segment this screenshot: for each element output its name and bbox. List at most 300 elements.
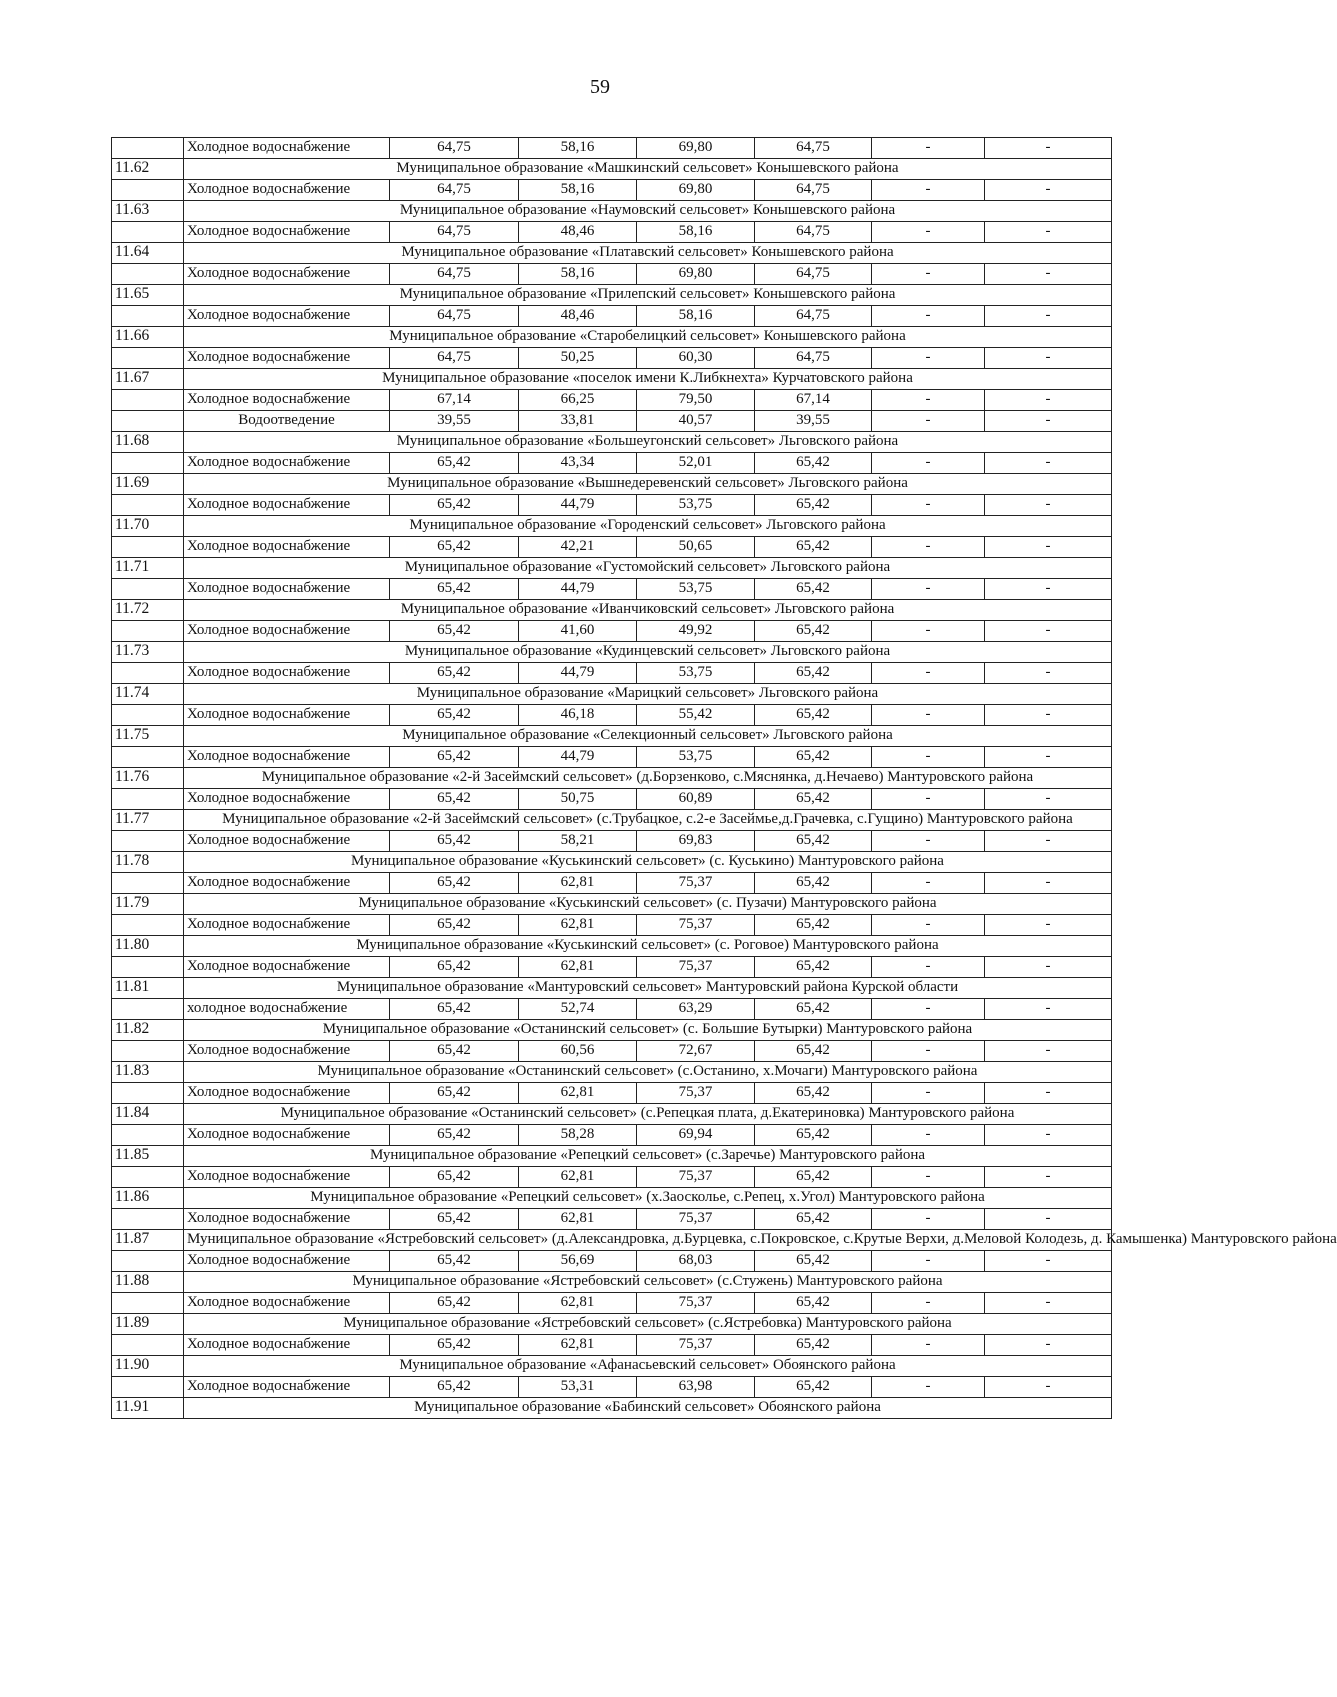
tariff-value: 65,42 [390,1293,519,1314]
tariff-value: 64,75 [390,306,519,327]
section-header-row [112,1146,1112,1167]
tariff-table [111,137,1337,1419]
empty-number-cell [112,705,184,726]
section-header-row [112,936,1112,957]
section-header-row [112,1356,1112,1377]
tariff-value: - [872,1335,985,1356]
table-row [112,453,1112,474]
tariff-value: - [872,1209,985,1230]
tariff-value: - [872,495,985,516]
tariff-value: 75,37 [637,873,755,894]
section-title: Муниципальное образование «Мантуровский сельсовет» Мантуровский района Курской области [184,978,1112,999]
tariff-value: 64,75 [390,348,519,369]
section-header-row [112,1272,1112,1293]
table-row [112,390,1112,411]
section-number: 11.62 [112,159,184,180]
table-row [112,1125,1112,1146]
tariff-value: 39,55 [755,411,872,432]
empty-number-cell [112,1293,184,1314]
tariff-value: 65,42 [755,747,872,768]
tariff-value: 75,37 [637,1167,755,1188]
empty-number-cell [112,411,184,432]
tariff-value: 62,81 [519,1167,637,1188]
service-name: Холодное водоснабжение [184,1083,390,1104]
table-row [112,873,1112,894]
section-number: 11.71 [112,558,184,579]
tariff-value: 75,37 [637,1209,755,1230]
table-row [112,411,1112,432]
tariff-value: 33,81 [519,411,637,432]
tariff-value: 65,42 [755,999,872,1020]
service-name: Холодное водоснабжение [184,873,390,894]
tariff-value: 75,37 [637,915,755,936]
tariff-value: 69,94 [637,1125,755,1146]
section-title: Муниципальное образование «Ястребовский сельсовет» (с.Стужень) Мантуровского района [184,1272,1112,1293]
service-name: Холодное водоснабжение [184,222,390,243]
tariff-value: 48,46 [519,222,637,243]
table-row [112,747,1112,768]
section-header-row [112,810,1112,831]
tariff-value: - [872,138,985,159]
tariff-value: - [872,1083,985,1104]
tariff-value: - [872,390,985,411]
tariff-value: - [985,957,1112,978]
service-name: Холодное водоснабжение [184,1167,390,1188]
table-row [112,957,1112,978]
service-name: Холодное водоснабжение [184,138,390,159]
tariff-value: 65,42 [755,1209,872,1230]
tariff-value: 60,56 [519,1041,637,1062]
empty-number-cell [112,180,184,201]
section-title: Муниципальное образование «Вышнедеревенский сельсовет» Льговского района [184,474,1112,495]
table-row [112,663,1112,684]
tariff-value: - [985,999,1112,1020]
tariff-value: - [985,747,1112,768]
section-title: Муниципальное образование «Машкинский сельсовет» Конышевского района [184,159,1112,180]
tariff-value: 58,16 [519,264,637,285]
service-name: Холодное водоснабжение [184,1251,390,1272]
section-header-row [112,642,1112,663]
section-title: Муниципальное образование «Наумовский сельсовет» Конышевского района [184,201,1112,222]
section-title: Муниципальное образование «Куськинский сельсовет» (с. Пузачи) Мантуровского района [184,894,1112,915]
section-number: 11.66 [112,327,184,348]
tariff-value: 53,31 [519,1377,637,1398]
service-name: холодное водоснабжение [184,999,390,1020]
section-title: Муниципальное образование «Ястребовский сельсовет» (с.Ястребовка) Мантуровского района [184,1314,1112,1335]
table-row [112,1377,1112,1398]
tariff-value: 60,89 [637,789,755,810]
empty-number-cell [112,915,184,936]
tariff-value: 52,01 [637,453,755,474]
tariff-value: 65,42 [390,873,519,894]
section-header-row [112,852,1112,873]
service-name: Холодное водоснабжение [184,180,390,201]
section-header-row [112,684,1112,705]
tariff-value: 75,37 [637,1335,755,1356]
tariff-value: 53,75 [637,495,755,516]
tariff-value: - [985,453,1112,474]
section-title: Муниципальное образование «2-й Засеймский сельсовет» (д.Борзенково, с.Мяснянка, д.Нечаево) Мантуровского района [184,768,1112,789]
tariff-value: 46,18 [519,705,637,726]
tariff-value: - [985,264,1112,285]
empty-number-cell [112,999,184,1020]
tariff-value: 65,42 [390,1335,519,1356]
table-row [112,180,1112,201]
tariff-value: 65,42 [755,1293,872,1314]
table-row [112,915,1112,936]
section-number: 11.86 [112,1188,184,1209]
tariff-value: 53,75 [637,663,755,684]
empty-number-cell [112,663,184,684]
tariff-value: 62,81 [519,1083,637,1104]
service-name: Холодное водоснабжение [184,264,390,285]
tariff-value: - [985,1041,1112,1062]
section-header-row [112,159,1112,180]
empty-number-cell [112,1251,184,1272]
table-row [112,1041,1112,1062]
empty-number-cell [112,138,184,159]
tariff-value: 53,75 [637,579,755,600]
tariff-value: 41,60 [519,621,637,642]
tariff-value: 65,42 [390,1125,519,1146]
tariff-value: 44,79 [519,663,637,684]
tariff-value: 58,21 [519,831,637,852]
service-name: Холодное водоснабжение [184,1377,390,1398]
section-title: Муниципальное образование «поселок имени К.Либкнехта» Курчатовского района [184,369,1112,390]
tariff-value: - [872,789,985,810]
service-name: Холодное водоснабжение [184,915,390,936]
section-title: Муниципальное образование «Бабинский сельсовет» Обоянского района [184,1398,1112,1419]
section-title: Муниципальное образование «Куськинский сельсовет» (с. Роговое) Мантуровского района [184,936,1112,957]
empty-number-cell [112,1209,184,1230]
section-number: 11.76 [112,768,184,789]
tariff-value: 53,75 [637,747,755,768]
table-row [112,579,1112,600]
tariff-value: 65,42 [755,1167,872,1188]
tariff-value: 65,42 [390,495,519,516]
tariff-value: 64,75 [390,222,519,243]
tariff-value: 62,81 [519,873,637,894]
tariff-value: - [872,999,985,1020]
tariff-value: 65,42 [390,831,519,852]
tariff-value: 65,42 [390,1209,519,1230]
section-number: 11.77 [112,810,184,831]
tariff-value: 65,42 [755,1377,872,1398]
section-number: 11.73 [112,642,184,663]
tariff-value: - [872,705,985,726]
tariff-value: - [985,138,1112,159]
section-number: 11.63 [112,201,184,222]
section-header-row [112,768,1112,789]
tariff-value: - [872,1293,985,1314]
table-row [112,1335,1112,1356]
service-name: Холодное водоснабжение [184,1209,390,1230]
tariff-value: 60,30 [637,348,755,369]
section-number: 11.89 [112,1314,184,1335]
table-row [112,621,1112,642]
service-name: Холодное водоснабжение [184,495,390,516]
tariff-value: 65,42 [755,621,872,642]
tariff-value: - [872,873,985,894]
table-row [112,831,1112,852]
tariff-value: 62,81 [519,957,637,978]
service-name: Холодное водоснабжение [184,1293,390,1314]
table-row [112,789,1112,810]
empty-number-cell [112,579,184,600]
tariff-value: - [985,789,1112,810]
tariff-value: 67,14 [390,390,519,411]
tariff-value: - [985,1167,1112,1188]
section-title: Муниципальное образование «Старобелицкий сельсовет» Конышевского района [184,327,1112,348]
service-name: Холодное водоснабжение [184,1335,390,1356]
tariff-value: 65,42 [755,1125,872,1146]
tariff-value: - [985,1209,1112,1230]
empty-number-cell [112,264,184,285]
tariff-value: 65,42 [390,1083,519,1104]
tariff-value: 65,42 [390,747,519,768]
section-number: 11.84 [112,1104,184,1125]
tariff-value: - [872,831,985,852]
table-row [112,348,1112,369]
service-name: Холодное водоснабжение [184,621,390,642]
section-title: Муниципальное образование «Останинский сельсовет» (с.Репецкая плата, д.Екатериновка) Мантуровского района [184,1104,1112,1125]
tariff-value: 65,42 [390,663,519,684]
tariff-value: 69,80 [637,138,755,159]
tariff-value: 65,42 [755,957,872,978]
section-header-row [112,1314,1112,1335]
tariff-value: 65,42 [390,537,519,558]
tariff-value: 64,75 [755,348,872,369]
service-name: Холодное водоснабжение [184,957,390,978]
tariff-value: 42,21 [519,537,637,558]
empty-number-cell [112,1083,184,1104]
section-header-row [112,516,1112,537]
section-title: Муниципальное образование «Платавский сельсовет» Конышевского района [184,243,1112,264]
section-title: Муниципальное образование «Репецкий сельсовет» (х.Заосколье, с.Репец, х.Угол) Мантуровского района [184,1188,1112,1209]
tariff-value: - [872,579,985,600]
tariff-value: - [872,348,985,369]
service-name: Холодное водоснабжение [184,579,390,600]
section-number: 11.64 [112,243,184,264]
tariff-value: - [985,915,1112,936]
section-number: 11.69 [112,474,184,495]
section-title: Муниципальное образование «Марицкий сельсовет» Льговского района [184,684,1112,705]
tariff-value: - [872,1377,985,1398]
section-number: 11.68 [112,432,184,453]
tariff-value: 39,55 [390,411,519,432]
tariff-value: - [872,453,985,474]
tariff-value: 63,98 [637,1377,755,1398]
tariff-value: 44,79 [519,579,637,600]
tariff-value: - [872,1041,985,1062]
tariff-value: 65,42 [390,1251,519,1272]
tariff-value: - [872,1167,985,1188]
empty-number-cell [112,1041,184,1062]
section-number: 11.88 [112,1272,184,1293]
section-header-row [112,894,1112,915]
section-title: Муниципальное образование «Останинский сельсовет» (с. Большие Бутырки) Мантуровского района [184,1020,1112,1041]
tariff-value: - [872,411,985,432]
table-row [112,999,1112,1020]
tariff-value: 44,79 [519,495,637,516]
section-header-row [112,1398,1112,1419]
tariff-value: 65,42 [390,621,519,642]
section-title: Муниципальное образование «Иванчиковский сельсовет» Льговского района [184,600,1112,621]
section-title: Муниципальное образование «2-й Засеймский сельсовет» (с.Трубацкое, с.2-е Засеймье,д.Грачевка, с.Гущино) Мантуровского района [184,810,1112,831]
section-number: 11.80 [112,936,184,957]
section-header-row [112,327,1112,348]
tariff-value: - [985,180,1112,201]
tariff-value: - [985,390,1112,411]
tariff-value: 62,81 [519,915,637,936]
section-number: 11.83 [112,1062,184,1083]
section-number: 11.74 [112,684,184,705]
service-name: Холодное водоснабжение [184,831,390,852]
tariff-value: 64,75 [390,264,519,285]
tariff-value: 48,46 [519,306,637,327]
section-title: Муниципальное образование «Городенский сельсовет» Льговского района [184,516,1112,537]
tariff-value: 65,42 [390,915,519,936]
tariff-value: 58,28 [519,1125,637,1146]
tariff-value: 65,42 [390,957,519,978]
tariff-value: 75,37 [637,957,755,978]
tariff-value: 40,57 [637,411,755,432]
section-title: Муниципальное образование «Репецкий сельсовет» (с.Заречье) Мантуровского района [184,1146,1112,1167]
tariff-value: 65,42 [755,579,872,600]
section-header-row [112,243,1112,264]
tariff-value: 65,42 [390,999,519,1020]
tariff-value: - [985,831,1112,852]
empty-number-cell [112,1335,184,1356]
tariff-value: 65,42 [755,663,872,684]
service-name: Холодное водоснабжение [184,1125,390,1146]
tariff-value: 62,81 [519,1335,637,1356]
table-row [112,222,1112,243]
empty-number-cell [112,537,184,558]
section-number: 11.65 [112,285,184,306]
empty-number-cell [112,831,184,852]
empty-number-cell [112,873,184,894]
empty-number-cell [112,495,184,516]
section-number: 11.75 [112,726,184,747]
tariff-value: 58,16 [519,138,637,159]
tariff-value: 65,42 [755,915,872,936]
section-header-row [112,432,1112,453]
section-number: 11.91 [112,1398,184,1419]
table-row [112,1293,1112,1314]
tariff-value: - [872,264,985,285]
tariff-value: 65,42 [390,789,519,810]
section-header-row [112,600,1112,621]
section-header-row [112,1230,1112,1251]
tariff-value: - [872,306,985,327]
tariff-value: 64,75 [390,180,519,201]
tariff-value: - [985,621,1112,642]
empty-number-cell [112,390,184,411]
tariff-value: 43,34 [519,453,637,474]
empty-number-cell [112,789,184,810]
service-name: Водоотведение [184,411,390,432]
tariff-value: - [872,957,985,978]
tariff-value: - [985,306,1112,327]
tariff-value: 64,75 [755,306,872,327]
tariff-value: 65,42 [390,453,519,474]
tariff-value: 65,42 [755,495,872,516]
tariff-value: 65,42 [390,1167,519,1188]
tariff-value: 65,42 [755,789,872,810]
section-header-row [112,285,1112,306]
section-title: Муниципальное образование «Густомойский сельсовет» Льговского района [184,558,1112,579]
empty-number-cell [112,453,184,474]
service-name: Холодное водоснабжение [184,705,390,726]
tariff-value: 66,25 [519,390,637,411]
tariff-value: - [985,705,1112,726]
service-name: Холодное водоснабжение [184,537,390,558]
table-row [112,495,1112,516]
section-title: Муниципальное образование «Селекционный сельсовет» Льговского района [184,726,1112,747]
empty-number-cell [112,1125,184,1146]
tariff-value: - [872,915,985,936]
section-title: Муниципальное образование «Куськинский сельсовет» (с. Куськино) Мантуровского района [184,852,1112,873]
empty-number-cell [112,621,184,642]
tariff-value: 65,42 [755,1251,872,1272]
section-header-row [112,1104,1112,1125]
section-header-row [112,726,1112,747]
tariff-value: 67,14 [755,390,872,411]
tariff-value: 52,74 [519,999,637,1020]
section-header-row [112,1188,1112,1209]
tariff-value: - [985,873,1112,894]
page-number: 59 [590,76,610,98]
tariff-value: 65,42 [755,453,872,474]
tariff-value: - [985,1293,1112,1314]
tariff-value: 68,03 [637,1251,755,1272]
service-name: Холодное водоснабжение [184,747,390,768]
tariff-value: 75,37 [637,1293,755,1314]
service-name: Холодное водоснабжение [184,306,390,327]
empty-number-cell [112,1167,184,1188]
section-number: 11.79 [112,894,184,915]
service-name: Холодное водоснабжение [184,789,390,810]
table-row [112,705,1112,726]
tariff-value: - [985,537,1112,558]
tariff-value: - [985,411,1112,432]
tariff-value: - [872,180,985,201]
tariff-value: 64,75 [755,138,872,159]
empty-number-cell [112,306,184,327]
section-title: Муниципальное образование «Афанасьевский сельсовет» Обоянского района [184,1356,1112,1377]
tariff-value: 69,83 [637,831,755,852]
section-header-row [112,558,1112,579]
tariff-value: - [985,1125,1112,1146]
tariff-value: 50,25 [519,348,637,369]
tariff-value: - [985,1335,1112,1356]
table-row [112,537,1112,558]
service-name: Холодное водоснабжение [184,348,390,369]
service-name: Холодное водоснабжение [184,390,390,411]
table-row [112,306,1112,327]
tariff-value: - [985,1377,1112,1398]
tariff-value: - [985,663,1112,684]
tariff-value: 49,92 [637,621,755,642]
table-row [112,1167,1112,1188]
section-title: Муниципальное образование «Ястребовский сельсовет» (д.Александровка, д.Бурцевка, с.Покровское, с.Крутые Верхи, д.Меловой Колодезь, д. Камышенка) Мантуровского района [184,1230,1112,1251]
tariff-value: 65,42 [755,873,872,894]
tariff-value: - [872,1251,985,1272]
tariff-value: 65,42 [755,1083,872,1104]
tariff-value: 58,16 [637,306,755,327]
service-name: Холодное водоснабжение [184,663,390,684]
